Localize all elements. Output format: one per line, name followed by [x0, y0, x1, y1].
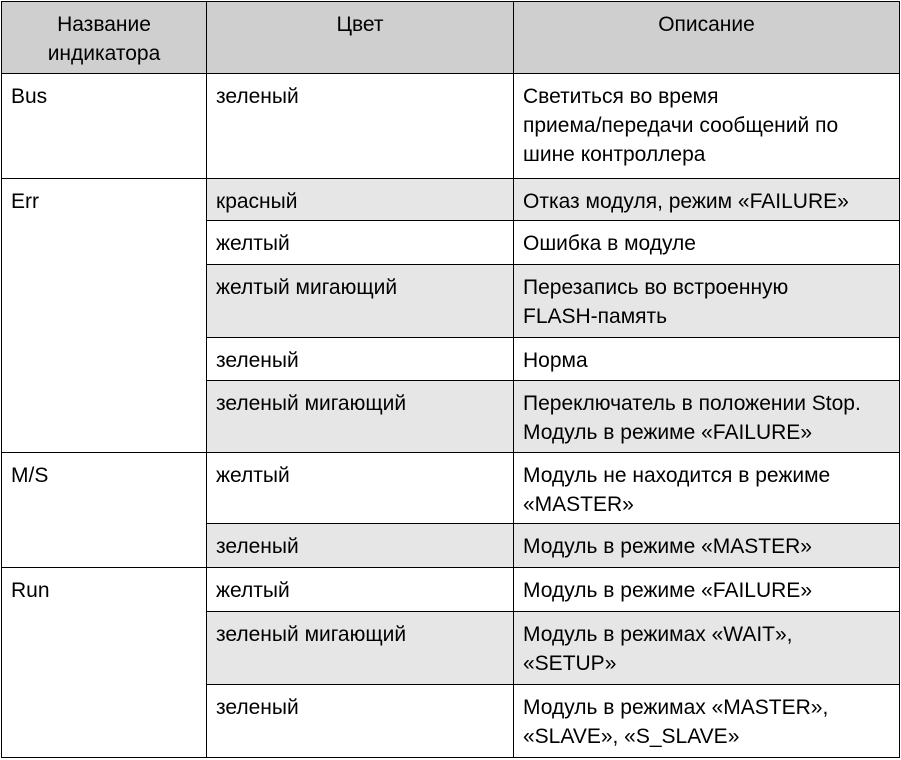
- table-row: [2, 568, 900, 612]
- indicator-table: [1, 1, 900, 758]
- description-line: «SETUP»: [523, 652, 617, 675]
- color-cell: желтый: [207, 568, 514, 612]
- color-cell: зеленый: [207, 74, 514, 179]
- description-cell: [514, 453, 900, 524]
- description-line: FLASH-память: [523, 305, 668, 328]
- color-cell: зеленый: [207, 685, 514, 758]
- description-line: шине контроллера: [523, 143, 706, 166]
- description-cell: [514, 568, 900, 612]
- indicator-name: Err: [2, 179, 207, 453]
- description-cell: [514, 179, 900, 221]
- description-line: Ошибка в модуле: [523, 232, 696, 255]
- description-line: Модуль не находится в режиме: [523, 464, 831, 487]
- description-line: Модуль в режимах «WAIT»,: [523, 623, 793, 646]
- description-line: «MASTER»: [523, 493, 634, 516]
- color-cell: желтый: [207, 221, 514, 265]
- description-line: Переключатель в положении Stop.: [523, 392, 861, 415]
- description-cell: [514, 74, 900, 179]
- description-cell: [514, 338, 900, 381]
- description-cell: [514, 221, 900, 265]
- table-row: [2, 74, 900, 179]
- header-description: Описание: [514, 2, 900, 74]
- indicator-name: Run: [2, 568, 207, 758]
- description-cell: [514, 381, 900, 453]
- header-name-line2: индикатора: [47, 42, 161, 65]
- description-line: Светиться во время: [523, 85, 719, 108]
- indicator-name: Bus: [2, 74, 207, 179]
- header-name-line1: Название: [57, 13, 151, 36]
- color-cell: зеленый: [207, 524, 514, 568]
- indicator-name: M/S: [2, 453, 207, 568]
- description-line: Модуль в режиме «FAILURE»: [523, 421, 812, 444]
- color-cell: зеленый: [207, 338, 514, 381]
- description-line: «SLAVE», «S_SLAVE»: [523, 725, 740, 748]
- description-line: Норма: [523, 349, 588, 372]
- description-line: Модуль в режимах «MASTER»,: [523, 696, 829, 719]
- color-cell: желтый мигающий: [207, 265, 514, 338]
- description-line: Перезапись во встроенную: [523, 276, 789, 299]
- color-cell: желтый: [207, 453, 514, 524]
- table-row: [2, 453, 900, 524]
- description-line: Модуль в режиме «MASTER»: [523, 535, 812, 558]
- header-row: [2, 2, 900, 74]
- table-row: [2, 179, 900, 221]
- description-cell: [514, 265, 900, 338]
- color-cell: зеленый мигающий: [207, 381, 514, 453]
- description-line: Отказ модуля, режим «FAILURE»: [523, 190, 849, 213]
- color-cell: красный: [207, 179, 514, 221]
- color-cell: зеленый мигающий: [207, 612, 514, 685]
- description-cell: [514, 524, 900, 568]
- description-line: Модуль в режиме «FAILURE»: [523, 579, 812, 602]
- header-color: Цвет: [207, 2, 514, 74]
- description-cell: [514, 685, 900, 758]
- description-cell: [514, 612, 900, 685]
- description-line: приема/передачи сообщений по: [523, 114, 839, 137]
- header-name: [2, 2, 207, 74]
